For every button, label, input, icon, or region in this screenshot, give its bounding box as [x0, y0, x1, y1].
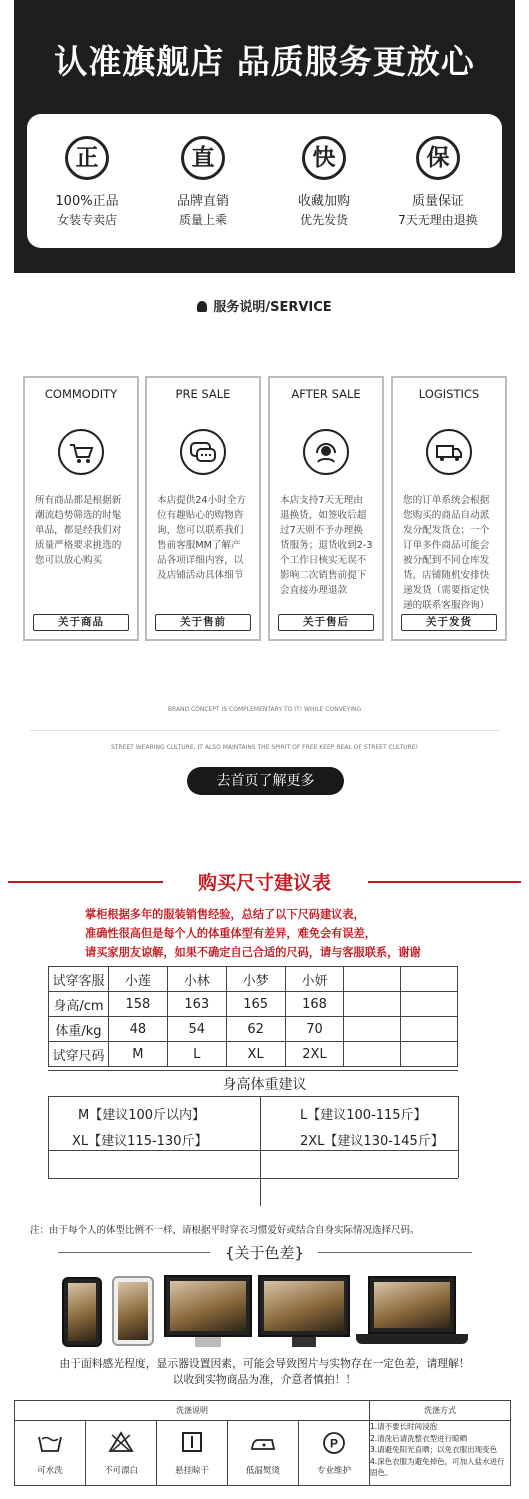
table-cell: 48	[108, 1017, 167, 1042]
service-box-commodity	[23, 376, 139, 641]
size-note-line: 掌柜根据多年的服装销售经验，总结了以下尺码建议表，	[85, 908, 365, 921]
box-line: 递发货（需要指定快	[403, 585, 490, 596]
table-cell: 168	[285, 992, 344, 1017]
table-cell: 158	[108, 992, 167, 1017]
recommend-item: M【建议100斤以内】	[78, 1108, 206, 1123]
bag-icon	[197, 301, 207, 312]
box-body	[403, 493, 497, 613]
low-iron-icon	[249, 1431, 277, 1457]
table-row	[49, 992, 458, 1017]
box-line: 发分配发货仓；一个	[403, 525, 490, 536]
promise-card	[27, 114, 502, 248]
badge-genuine	[32, 136, 142, 228]
size-footnote: 注：由于每个人的体型比例不一样，请根据平时穿衣习惯爱好或结合自身实际情况选择尺码。	[30, 1225, 420, 1236]
table-cell: 身高/cm	[49, 992, 109, 1017]
box-line: 潮流趋势筛选的时髦	[35, 510, 122, 521]
direct-icon: 直	[181, 136, 225, 180]
wash-care-table	[14, 1400, 511, 1486]
wash-label: 不可漂白	[103, 1466, 138, 1476]
divider	[458, 1096, 459, 1178]
table-cell: 体重/kg	[49, 1017, 109, 1042]
phone-image	[112, 1276, 154, 1346]
table-cell: 62	[226, 1017, 285, 1042]
box-title: LOGISTICS	[418, 387, 480, 401]
badge-sublabel: 7天无理由退换	[398, 213, 478, 227]
box-line: 退换货，如签收后超	[280, 510, 367, 521]
laptop-base	[356, 1334, 468, 1344]
badge-sublabel: 质量上乘	[178, 213, 227, 227]
color-diff-caption: 以收到实物商品为准，介意者慎拍！！	[172, 1373, 357, 1386]
hang-dry-icon	[181, 1431, 203, 1457]
badge-fast	[269, 136, 379, 228]
genuine-icon: 正	[65, 136, 109, 180]
wash-tips	[370, 1421, 506, 1479]
wash-symbol	[228, 1421, 299, 1486]
table-cell	[344, 992, 401, 1017]
box-body	[35, 493, 129, 568]
box-line: 品各项详细内容，以	[157, 555, 244, 566]
color-diff-caption: 由于面料感光程度，显示器设置因素，可能会导致图片与实物存在一定色差，请理解！	[59, 1357, 470, 1370]
badge-guarantee	[383, 136, 493, 228]
box-line: 货服务；退货收到2-3	[280, 540, 373, 551]
promise-banner	[14, 0, 515, 273]
divider	[48, 1096, 458, 1097]
table-cell: 163	[167, 992, 226, 1017]
box-line: 所有商品都是根据新	[35, 495, 122, 506]
box-line: 被分配到不同仓库发	[403, 555, 490, 566]
table-cell: 试穿客服	[49, 967, 109, 992]
size-note-line: 准确性很高但是每个人的体重体型有差异，难免会有误差，	[85, 927, 376, 940]
divider	[48, 1178, 458, 1179]
cart-icon	[58, 429, 104, 475]
no-bleach-icon	[108, 1431, 134, 1457]
table-cell: 小莲	[108, 967, 167, 992]
size-table	[48, 966, 458, 1067]
table-row	[49, 1042, 458, 1067]
table-cell	[344, 1017, 401, 1042]
headset-icon	[303, 429, 349, 475]
table-row	[49, 967, 458, 992]
wash-tip: 3.请避免阳光直晒；以免衣服出现变色	[370, 1445, 498, 1454]
table-cell: XL	[226, 1042, 285, 1067]
badge-label: 质量保证	[411, 194, 464, 209]
table-cell: M	[108, 1042, 167, 1067]
box-line: 单品，都是经我们对	[35, 525, 122, 536]
wash-symbol	[299, 1421, 370, 1486]
table-cell: 2XL	[285, 1042, 344, 1067]
wash-label: 可水洗	[37, 1466, 63, 1476]
box-line: 您的订单系统会根据	[403, 495, 490, 506]
badge-sublabel: 女装专卖店	[56, 213, 117, 227]
brand-concept-line: STREET WEARING CULTURE, IT ALSO MAINTAINS THE SPIRIT OF FREE KEEP REAL OF STREET CULTURE!	[110, 744, 419, 751]
chat-icon	[180, 429, 226, 475]
table-cell: 70	[285, 1017, 344, 1042]
box-line: 您可以放心购买	[35, 555, 103, 566]
monitor-image	[164, 1275, 252, 1337]
brand-concept-line: BRAND CONCEPT IS COMPLEMENTARY TO IT! WHILE CONVEYING	[167, 706, 362, 713]
table-cell	[344, 1042, 401, 1067]
color-diff-title: {关于色差}	[224, 1244, 305, 1262]
go-home-button[interactable]: 去首页了解更多	[187, 767, 344, 795]
table-row	[49, 1017, 458, 1042]
table-cell: L	[167, 1042, 226, 1067]
table-cell	[401, 967, 458, 992]
badge-label: 收藏加购	[297, 194, 350, 209]
wash-symbol	[157, 1421, 228, 1486]
size-title: 购买尺寸建议表	[197, 872, 331, 894]
recommend-item: XL【建议115-130斤】	[72, 1134, 208, 1149]
table-cell	[401, 1042, 458, 1067]
service-heading	[0, 296, 529, 315]
about-aftersale-button[interactable]: 关于售后	[278, 614, 374, 631]
table-cell	[401, 992, 458, 1017]
monitor-stand	[292, 1337, 316, 1347]
pro-clean-icon	[322, 1431, 346, 1459]
laptop-image	[368, 1276, 456, 1334]
service-heading-text: 服务说明/SERVICE	[213, 300, 332, 315]
table-cell: 试穿尺码	[49, 1042, 109, 1067]
wash-tip: 1.请不要长时间浸泡	[370, 1422, 438, 1431]
service-box-presale	[145, 376, 261, 641]
table-cell: 小林	[167, 967, 226, 992]
service-box-logistics	[391, 376, 507, 641]
about-commodity-button[interactable]: 关于商品	[33, 614, 129, 631]
recommend-item: L【建议100-115斤】	[300, 1108, 427, 1123]
recommend-item: 2XL【建议130-145斤】	[300, 1134, 444, 1149]
divider	[260, 1096, 261, 1206]
monitor-stand	[195, 1337, 221, 1347]
table-cell: 54	[167, 1017, 226, 1042]
wash-label: 专业维护	[316, 1466, 351, 1476]
box-line: 本店提供24小时全方	[157, 495, 246, 506]
box-line: 本店支持7天无理由	[280, 495, 363, 506]
phone-image	[62, 1277, 102, 1347]
svg-text:P: P	[329, 1436, 339, 1451]
box-body	[157, 493, 251, 583]
wash-head-left: 洗涤说明	[15, 1401, 370, 1421]
box-line: 售前客服MM了解产	[157, 540, 241, 551]
divider	[30, 730, 500, 731]
hand-wash-icon	[37, 1431, 63, 1457]
wash-label: 低温熨烫	[245, 1466, 280, 1476]
table-cell: 小梦	[226, 967, 285, 992]
badge-label: 100%正品	[55, 194, 119, 209]
wash-head-right: 洗涤方式	[370, 1401, 510, 1421]
wash-symbol	[86, 1421, 157, 1486]
badge-label: 品牌直销	[176, 194, 229, 209]
divider	[48, 1070, 458, 1071]
box-line: 质量严格要求挑选的	[35, 540, 122, 551]
table-cell	[344, 967, 401, 992]
box-line: 递的联系客服咨询）	[403, 600, 490, 611]
box-title: COMMODITY	[44, 387, 118, 401]
box-line: 及店铺活动具体细节	[157, 570, 244, 581]
box-title: AFTER SALE	[291, 387, 361, 401]
table-cell: 165	[226, 992, 285, 1017]
box-title: PRE SALE	[175, 387, 231, 401]
wash-label: 悬挂晾干	[174, 1466, 209, 1476]
monitor-image	[258, 1275, 350, 1337]
wash-tip: 2.清洗后请洗整衣型进行晾晒	[370, 1433, 468, 1443]
size-note-line: 请买家朋友谅解，如果不确定自己合适的尺码，请与客服联系，谢谢	[85, 946, 421, 959]
box-line: 影响二次销售前提下	[280, 570, 367, 581]
divider	[48, 1150, 458, 1151]
banner-title: 认准旗舰店 品质服务更放心	[54, 42, 475, 81]
fast-icon: 快	[302, 136, 346, 180]
service-box-aftersale	[268, 376, 384, 641]
box-line: 过7天则不予办理换	[280, 525, 363, 536]
divider	[48, 1096, 49, 1178]
badge-direct	[148, 136, 258, 228]
badge-sublabel: 优先发货	[299, 213, 348, 227]
box-body	[280, 493, 374, 598]
box-line: 会直接办理退款	[280, 585, 348, 596]
box-line: 订单多件商品可能会	[403, 540, 490, 551]
about-presale-button[interactable]: 关于售前	[155, 614, 251, 631]
truck-icon	[426, 429, 472, 475]
box-line: 您购买的商品自动派	[403, 510, 490, 521]
wash-symbol	[15, 1421, 86, 1486]
box-line: 货，店铺随机安排快	[403, 570, 490, 581]
recommend-title: 身高体重建议	[222, 1077, 307, 1093]
box-line: 位有趣贴心的购物咨	[157, 510, 244, 521]
wash-tip: 4.深色衣服为避免掉色，可加入盐水进行固色。	[370, 1456, 505, 1477]
table-cell: 小妍	[285, 967, 344, 992]
box-line: 询，您可以联系我们	[157, 525, 244, 536]
guarantee-icon: 保	[416, 136, 460, 180]
about-logistics-button[interactable]: 关于发货	[401, 614, 497, 631]
table-cell	[401, 1017, 458, 1042]
box-line: 个工作日核实无误不	[280, 555, 367, 566]
